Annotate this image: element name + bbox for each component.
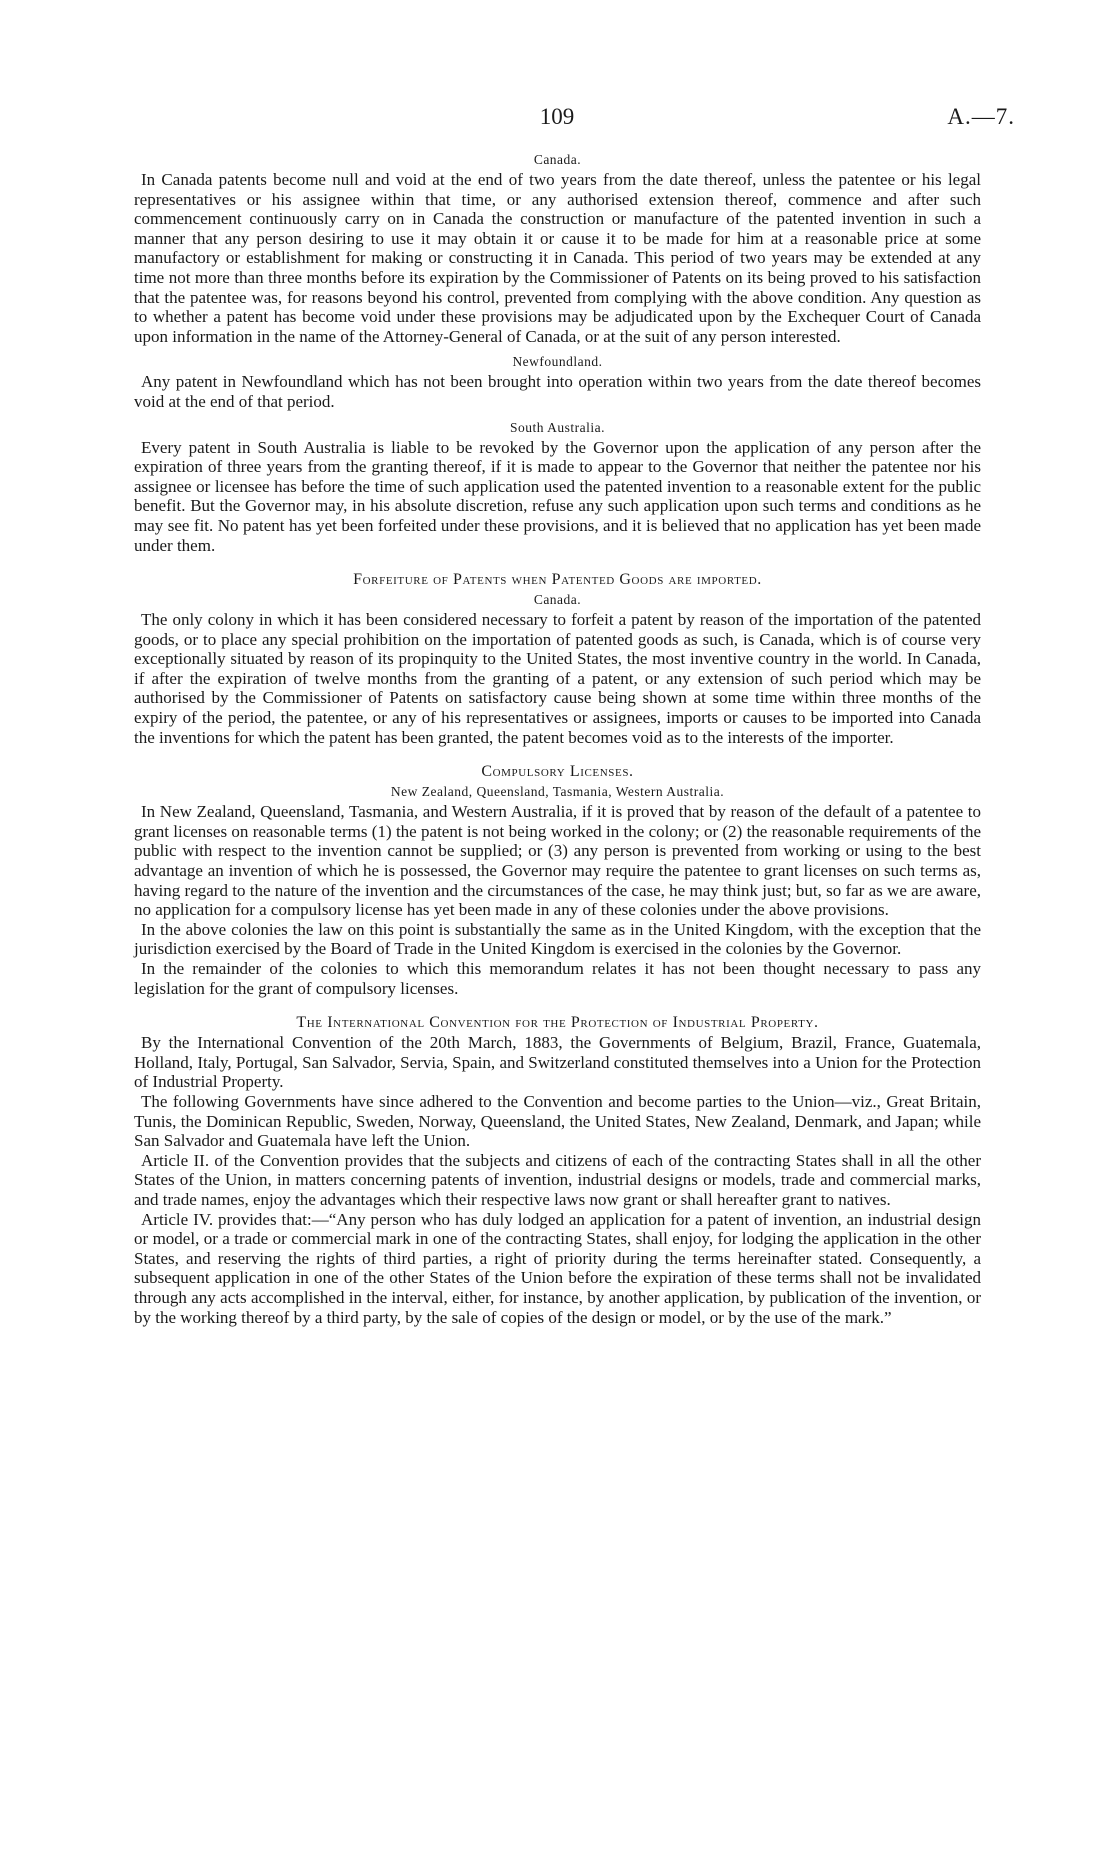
series-mark: A.—7. — [947, 104, 1015, 129]
page-header — [0, 104, 1114, 134]
paragraph: The only colony in which it has been considered necessary to forfeit a patent by reason of the importation of the patented goods, or to place any special prohibition on the importation of patented goods as such, is Canada, which is of course very exceptionally situated by reason of its propinquity to the United States, the most inventive country in the world. In Canada, if after the expiration of twelve months from the granting of a patent, or any extension of such period which may be authorised by the Commissioner of Patents on satisfactory cause being shown at some time within three months of the expiry of the period, the patentee, or any of his representatives or assignees, imports or causes to be imported into Canada the inventions for which the patent has been granted, the patent becomes void as to the interests of the importer. — [134, 610, 981, 747]
paragraph: In New Zealand, Queensland, Tasmania, and Western Australia, if it is proved that by reason of the default of a patentee to grant licenses on reasonable terms (1) the patent is not being worked in the colony; or (2) the reasonable requirements of the public with respect to the invention cannot be supplied; or (3) any person is prevented from working or using to the best advantage an invention of which he is possessed, the Governor may require the patentee to grant licenses on such terms as, having regard to the nature of the invention and the circumstances of the case, he may think just; but, so far as we are aware, no application for a compulsory license has yet been made in any of these colonies under the above provisions. — [134, 802, 981, 920]
paragraph: Article II. of the Convention provides that the subjects and citizens of each of the contracting States shall in all the other States of the Union, in matters concerning patents of invention, industrial designs or models, trade and commercial marks, and trade names, enjoy the advantages which their respective laws now grant or shall hereafter grant to natives. — [134, 1150, 981, 1209]
section-heading: The International Convention for the Protection of Industrial Property. — [296, 1014, 819, 1032]
document-body — [134, 150, 981, 1333]
paragraph: By the International Convention of the 20th March, 1883, the Governments of Belgium, Brazil, France, Guatemala, Holland, Italy, Portugal, San Salvador, Servia, Spain, and Switzerland constituted themselves into a Union for the Protection of Industrial Property. — [134, 1033, 981, 1092]
document-section — [134, 150, 981, 352]
page-number: 109 — [539, 104, 575, 129]
section-subheading: Canada. — [533, 592, 582, 608]
paragraph: In the remainder of the colonies to which this memorandum relates it has not been thought necessary to pass any legislation for the grant of compulsory licenses. — [134, 959, 981, 998]
section-spacer — [134, 1327, 981, 1333]
section-subheading: South Australia. — [510, 419, 605, 435]
section-subheading: Canada. — [533, 152, 582, 167]
section-spacer — [134, 555, 981, 561]
document-section — [134, 1013, 981, 1333]
paragraph: In the above colonies the law on this point is substantially the same as in the United Kingdom, with the exception that the jurisdiction exercised by the Board of Trade in the United Kingdom is exercised in the colonies by the Governor. — [134, 919, 981, 959]
section-spacer — [134, 747, 981, 753]
paragraph: Every patent in South Australia is liable to be revoked by the Governor upon the application of any person after the expiration of three years from the granting thereof, if it is made to appear to the Governor that neither the patentee nor his assignee or licensee has before the time of such application used the patented invention to a reasonable extent for the public benefit. But the Governor may, in his absolute discretion, refuse any such application upon such terms and conditions as he may see fit. No patent has yet been forfeited under these provisions, and it is believed that no application has yet been made under them. — [134, 437, 981, 555]
document-section — [134, 352, 981, 417]
section-subheading: New Zealand, Queensland, Tasmania, Western Australia. — [390, 784, 725, 800]
paragraph: In Canada patents become null and void at the end of two years from the date thereof, unless the patentee or his legal representatives or his assignee within that time, or any authorised extension thereof, commence and after such commencement continuously carry on in Canada the construction or manufacture of the patented invention in such a manner that any person desiring to use it may obtain it or cause it to be made for him at a reasonable price at some manufactory or establishment for making or constructing it in Canada. This period of two years may be extended at any time not more than three months before its expiration by the Commissioner of Patents on its being proved to his satisfaction that the patentee was, for reasons beyond his control, prevented from complying with the above condition. Any question as to whether a patent has become void under these provisions may be adjudicated upon by the Exchequer Court of Canada upon information in the name of the Attorney-General of Canada, or at the suit of any person interested. — [134, 170, 981, 346]
section-heading: Compulsory Licenses. — [481, 763, 634, 781]
paragraph: The following Governments have since adhered to the Convention and become parties to the Union—viz., Great Britain, Tunis, the Dominican Republic, Sweden, Norway, Queensland, the United States, New Zealand, Denmark, and Japan; while San Salvador and Guatemala have left the Union. — [134, 1091, 981, 1151]
document-section — [134, 418, 981, 562]
document-section — [134, 570, 981, 753]
section-subheading: Newfoundland. — [512, 354, 603, 370]
paragraph: Article IV. provides that:—“Any person who has duly lodged an application for a patent of invention, an industrial design or model, or a trade or commercial mark in one of the contracting States, shall enjoy, for lodging the application in the other States, and reserving the rights of third parties, a right of priority during the terms hereinafter stated. Consequently, a subsequent application in one of the other States of the Union before the expiration of these terms shall not be invalidated through any acts accomplished in the interval, either, for instance, by another application, by publication of the invention, or by the working thereof by a third party, by the sale of copies of the design or model, or by the use of the mark.” — [134, 1209, 981, 1327]
section-spacer — [134, 998, 981, 1004]
document-section — [134, 762, 981, 1004]
section-heading: Forfeiture of Patents when Patented Goods are imported. — [353, 571, 762, 589]
paragraph: Any patent in Newfoundland which has not been brought into operation within two years from the date thereof becomes void at the end of that period. — [134, 372, 981, 411]
